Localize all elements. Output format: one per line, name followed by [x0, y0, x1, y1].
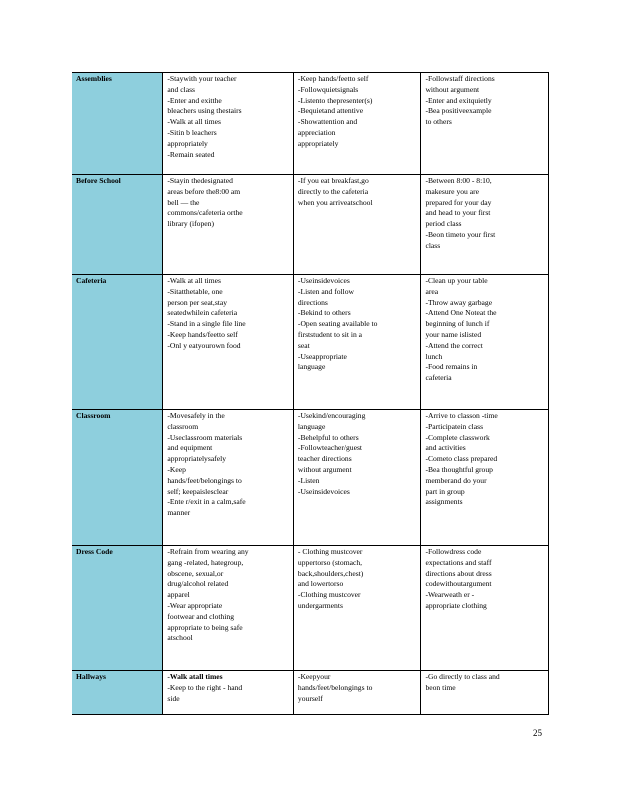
expectation-line: -Stand in a single file line	[167, 319, 246, 329]
expectation-cell	[421, 410, 549, 546]
expectation-line: appropriately	[297, 138, 339, 148]
expectation-line: -Keep hands/feetto self	[167, 329, 238, 339]
expectation-line: self; keepaislesclear	[167, 486, 229, 496]
behavior-expectations-table	[72, 72, 549, 715]
table-row	[72, 175, 549, 275]
expectation-line: without argument	[425, 84, 480, 94]
category-cell	[72, 175, 163, 275]
category-label: Dress Code	[76, 547, 113, 556]
expectation-line: teacher directions	[297, 454, 352, 464]
expectation-line: beon time	[425, 682, 456, 692]
expectation-line: seat	[297, 340, 310, 350]
expectation-line: -Ente r/exit in a calm,safe	[167, 497, 246, 507]
expectation-line: -Listen and follow	[297, 286, 355, 296]
expectation-line: -Followstaff directions	[425, 74, 495, 83]
category-label: Assemblies	[76, 74, 112, 83]
expectation-line: and equipment	[167, 443, 213, 453]
expectation-line: library (ifopen)	[167, 219, 214, 229]
expectation-line: obscene, sexual,or	[167, 568, 224, 578]
expectation-line: -Remain seated	[167, 149, 215, 159]
expectation-line: -Followquietsignals	[297, 84, 359, 94]
expectation-line: -Participatein class	[425, 421, 484, 431]
category-label: Classroom	[76, 411, 111, 420]
expectation-line: -Useinsidevoices	[297, 276, 350, 285]
expectation-line: directions about dress	[425, 568, 492, 578]
expectation-line: commons/cafeteria orthe	[167, 208, 243, 218]
expectation-line: -Food remains in	[425, 362, 478, 372]
expectation-cell	[163, 175, 294, 275]
expectation-cell	[293, 671, 421, 715]
category-cell	[72, 410, 163, 546]
expectation-line: -If you eat breakfast,go	[297, 176, 369, 185]
expectation-line: atschool	[167, 633, 193, 643]
expectation-cell	[163, 671, 294, 715]
expectation-line: -Bequietand attentive	[297, 106, 364, 116]
expectation-line: bleachers using thestairs	[167, 106, 242, 116]
expectation-line: -Behelpful to others	[297, 432, 359, 442]
expectation-line: -Clothing mustcover	[297, 590, 361, 600]
expectation-line: makesure you are	[425, 186, 480, 196]
page-number: 25	[533, 728, 542, 738]
expectation-cell	[163, 275, 294, 410]
expectation-line: - Clothing mustcover	[297, 547, 363, 556]
category-label: Before School	[76, 176, 121, 185]
expectation-cell	[163, 546, 294, 671]
expectation-line: beginning of lunch if	[425, 319, 490, 329]
expectation-line: person per seat,stay	[167, 297, 228, 307]
expectation-line: appropriately	[167, 138, 208, 148]
expectation-line: appropriate clothing	[425, 600, 487, 610]
expectation-cell	[293, 546, 421, 671]
expectation-line: codewithoutargument	[425, 579, 492, 589]
expectation-line: and activities	[425, 443, 466, 453]
expectation-line: -Clean up your table	[425, 276, 488, 285]
expectation-line: -Walk atall times	[167, 672, 223, 681]
expectation-line: classroom	[167, 421, 199, 431]
expectation-cell	[421, 175, 549, 275]
category-cell	[72, 671, 163, 715]
expectation-line: -Onl y eatyourown food	[167, 340, 241, 350]
expectation-line: part in group	[425, 486, 465, 496]
expectation-line: -Between 8:00 - 8:10,	[425, 176, 492, 185]
expectation-line: -Sitin b leachers	[167, 127, 217, 137]
table-row	[72, 275, 549, 410]
expectation-line: apparel	[167, 590, 190, 600]
expectation-line: -Useappropriate	[297, 351, 347, 361]
expectation-line: appropriatelysafely	[167, 454, 226, 464]
expectation-line: -Listen	[297, 475, 320, 485]
expectation-line: -Cometo class prepared	[425, 454, 498, 464]
expectation-line: period class	[425, 219, 462, 229]
expectation-cell	[163, 73, 294, 175]
category-cell	[72, 73, 163, 175]
expectation-line: manner	[167, 508, 191, 518]
expectation-line: -Bea thoughtful group	[425, 464, 493, 474]
expectation-line: firststudent to sit in a	[297, 329, 363, 339]
expectation-line: lunch	[425, 351, 443, 361]
expectation-line: assignments	[425, 497, 463, 507]
expectation-line: -Useclassroom materials	[167, 432, 243, 442]
expectation-line: to others	[425, 117, 452, 127]
expectation-line: -Listento thepresenter(s)	[297, 95, 373, 105]
expectation-cell	[293, 410, 421, 546]
expectation-line: side	[167, 693, 180, 703]
expectation-line: and lowertorso	[297, 579, 344, 589]
expectation-cell	[421, 546, 549, 671]
expectation-line: your name islisted	[425, 329, 482, 339]
expectation-cell	[163, 410, 294, 546]
expectation-line: -Complete classwork	[425, 432, 490, 442]
expectation-line: -Keep hands/feetto self	[297, 74, 369, 83]
expectation-line: drug/alcohol related	[167, 579, 229, 589]
expectation-line: -Stayin thedesignated	[167, 176, 233, 185]
expectation-line: directly to the cafeteria	[297, 186, 369, 196]
expectation-line: expectations and staff	[425, 557, 492, 567]
table-row	[72, 73, 549, 175]
expectation-line: -Useinsidevoices	[297, 486, 350, 496]
expectation-cell	[421, 275, 549, 410]
expectation-line: hands/feet/belongings to	[297, 682, 373, 692]
category-cell	[72, 546, 163, 671]
expectation-line: -Go directly to class and	[425, 672, 500, 681]
expectation-line: undergarments	[297, 600, 343, 610]
expectation-line: memberand do your	[425, 475, 487, 485]
expectation-line: -Keepyour	[297, 672, 331, 681]
expectation-line: -Usekind/encouraging	[297, 411, 366, 420]
expectation-line: -Bekind to others	[297, 308, 351, 318]
expectation-line: -Keep	[167, 464, 186, 474]
expectation-line: -Followdress code	[425, 547, 482, 556]
expectation-line: area	[425, 286, 439, 296]
expectation-line: -Arrive to classon -time	[425, 411, 498, 420]
expectation-line: -Enter and exitquietly	[425, 95, 492, 105]
expectation-cell	[421, 671, 549, 715]
expectation-line: -Throw away garbage	[425, 297, 493, 307]
expectation-line: uppertorso (stomach,	[297, 557, 363, 567]
expectation-line: and class	[167, 84, 195, 94]
expectation-line: -Bea positiveexample	[425, 106, 492, 116]
expectation-line: -Open seating available to	[297, 319, 378, 329]
expectation-line: -Attend One Noteat the	[425, 308, 497, 318]
category-label: Cafeteria	[76, 276, 107, 285]
expectation-line: cafeteria	[425, 373, 452, 383]
expectation-line: -Keep to the right - hand	[167, 682, 243, 692]
category-label: Hallways	[76, 672, 106, 681]
expectation-line: -Showattention and	[297, 117, 358, 127]
expectation-line: -Movesafely in the	[167, 411, 225, 420]
expectation-line: -Attend the correct	[425, 340, 483, 350]
expectation-line: gang -related, hategroup,	[167, 557, 244, 567]
expectation-line: prepared for your day	[425, 197, 492, 207]
expectation-line: language	[297, 362, 326, 372]
expectation-line: seatedwhilein cafeteria	[167, 308, 238, 318]
expectation-line: -Walk at all times	[167, 276, 221, 285]
expectation-line: -Staywith your teacher	[167, 74, 237, 83]
expectation-line: when you arriveatschool	[297, 197, 373, 207]
expectation-line: bell — the	[167, 197, 200, 207]
expectation-line: footwear and clothing	[167, 611, 235, 621]
expectation-line: back,shoulders,chest)	[297, 568, 364, 578]
expectation-cell	[293, 275, 421, 410]
expectation-line: -Followteacher/guest	[297, 443, 363, 453]
expectation-line: -Wearweath er -	[425, 590, 475, 600]
expectation-line: language	[297, 421, 326, 431]
expectation-line: -Wear appropriate	[167, 600, 223, 610]
expectation-cell	[293, 73, 421, 175]
table-row	[72, 671, 549, 715]
expectation-line: -Refrain from wearing any	[167, 547, 249, 556]
expectation-line: -Walk at all times	[167, 117, 221, 127]
expectation-line: yourself	[297, 693, 323, 703]
table-row	[72, 410, 549, 546]
expectation-line: and head to your first	[425, 208, 491, 218]
expectation-line: appreciation	[297, 127, 336, 137]
expectation-line: -Beon timeto your first	[425, 229, 496, 239]
expectation-cell	[293, 175, 421, 275]
expectation-cell	[421, 73, 549, 175]
expectation-line: appropriate to being safe	[167, 622, 243, 632]
table-row	[72, 546, 549, 671]
expectation-line: hands/feet/belongings to	[167, 475, 242, 485]
expectation-line: -Enter and exitthe	[167, 95, 222, 105]
expectation-line: areas before the8:00 am	[167, 186, 241, 196]
expectation-line: -Sitatthetable, one	[167, 286, 223, 296]
category-cell	[72, 275, 163, 410]
expectation-line: class	[425, 240, 441, 250]
expectation-line: directions	[297, 297, 328, 307]
expectation-line: without argument	[297, 464, 352, 474]
